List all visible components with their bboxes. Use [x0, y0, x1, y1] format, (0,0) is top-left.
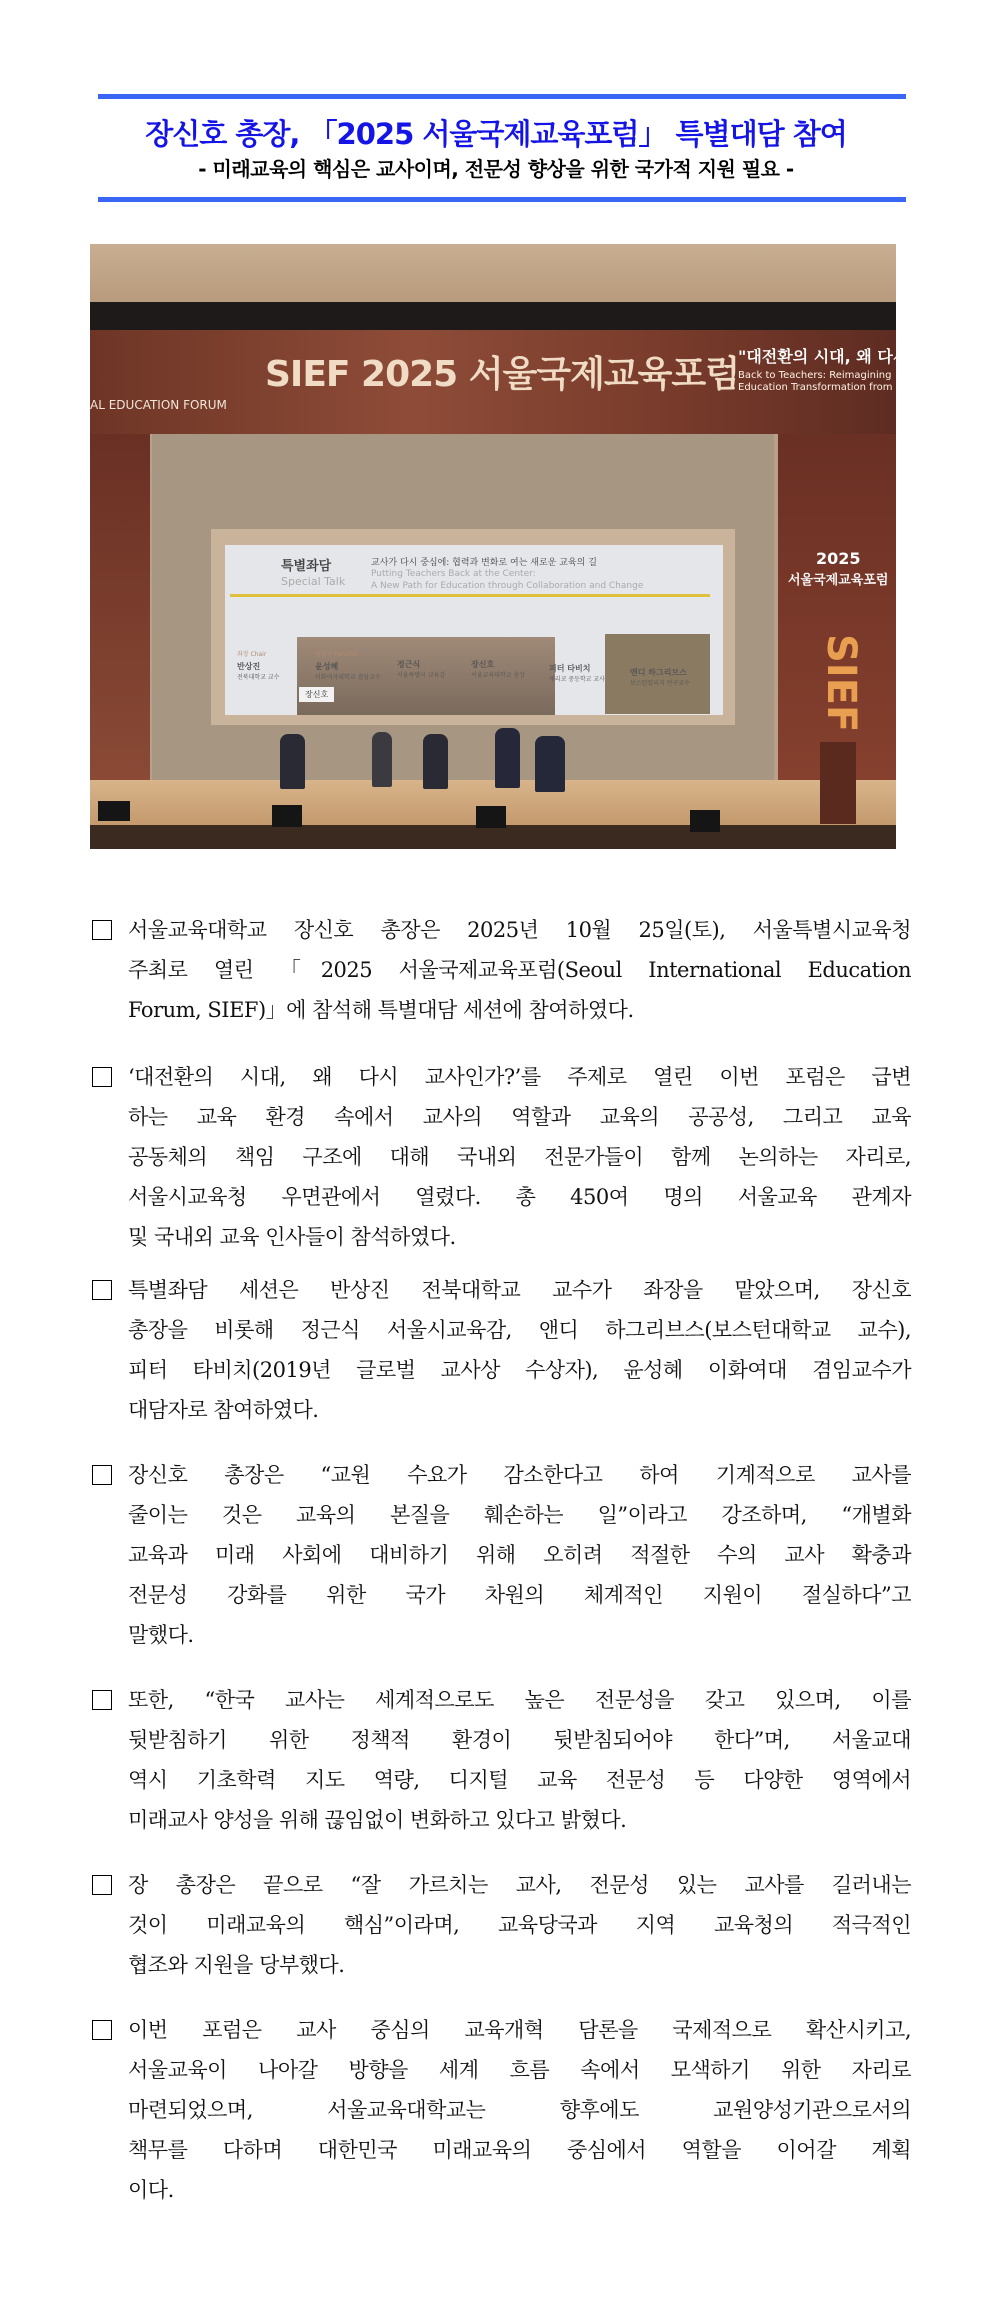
slide-title-ko: 교사가 다시 중심에: 협력과 변화로 여는 새로운 교육의 길 [371, 558, 597, 568]
panelist-figure [495, 728, 520, 788]
paragraph-line: 전문성 강화를 위한 국가 차원의 체계적인 지원이 절실하다”고 [128, 1583, 911, 1607]
side-banner-title: 서울국제교육포럼 [788, 573, 889, 588]
page-title: 장신호 총장, 「2025 서울국제교육포럼」 특별대담 참여 [145, 117, 847, 151]
paragraph-line: 말했다. [128, 1623, 194, 1647]
bullet-paragraph [92, 2010, 912, 2210]
paragraph-line: 뒷받침하기 위한 정책적 환경이 뒷받침되어야 한다”며, 서울교대 [128, 1728, 911, 1752]
slide-label-ko: 특별좌담 [281, 559, 332, 574]
bullet-paragraph [92, 1270, 912, 1430]
paragraph-line: 특별좌담 세션은 반상진 전북대학교 교수가 좌장을 맡았으며, 장신호 [128, 1278, 911, 1302]
speaker-caption: 장신호 [299, 687, 334, 702]
panelist-5-role: 보스턴칼리지 연구교수 [630, 680, 690, 687]
panelist-captions [225, 649, 723, 709]
paragraph-line: 교육과 미래 사회에 대비하기 위해 오히려 적절한 수의 교사 확충과 [128, 1543, 911, 1567]
banner-left-text: AL EDUCATION FORUM [90, 398, 227, 412]
panelist-3-role: 서울교육대학교 총장 [471, 672, 526, 679]
paragraph-line: 서울교육이 나아갈 방향을 세계 흐름 속에서 모색하기 위한 자리로 [128, 2058, 911, 2082]
paragraph-line: 주최로 열린 「2025 서울국제교육포럼(Seoul International Education [128, 958, 911, 982]
banner-title: SIEF 2025 서울국제교육포럼 [265, 354, 739, 395]
paragraph-line: 공동체의 책임 구조에 대해 국내외 전문가들이 함께 논의하는 자리로, [128, 1145, 911, 1169]
side-banner-logo: SIEF [818, 634, 864, 733]
panelist-0-name: 반상진 [237, 662, 261, 671]
paragraph-line: 및 국내외 교육 인사들이 참석하였다. [128, 1225, 456, 1249]
panelist-2-role: 서울특별시 교육감 [397, 672, 446, 679]
checkbox-bullet-icon [92, 1690, 112, 1710]
slide-title-en1: Putting Teachers Back at the Center: [371, 569, 536, 579]
paragraph-line: 역시 기초학력 지도 역량, 디지털 교육 전문성 등 다양한 영역에서 [128, 1768, 911, 1792]
forum-banner [90, 330, 945, 434]
checkbox-bullet-icon [92, 1067, 112, 1087]
panelist-1-name: 윤성혜 [315, 662, 339, 671]
page-subtitle: - 미래교육의 핵심은 교사이며, 전문성 향상을 위한 국가적 지원 필요 - [198, 157, 794, 181]
bullet-paragraph [92, 1680, 912, 1840]
paragraph-line: 서울교육대학교 장신호 총장은 2025년 10월 25일(토), 서울특별시교육청 [128, 918, 911, 942]
paragraph-line: 또한, “한국 교사는 세계적으로도 높은 전문성을 갖고 있으며, 이를 [128, 1688, 911, 1712]
panelist-figure [423, 734, 448, 789]
panelist-label: 좌담자 Panelist [315, 651, 358, 658]
paragraph-line: 장 총장은 끝으로 “잘 가르치는 교사, 전문성 있는 교사를 길러내는 [128, 1873, 911, 1897]
panelist-figure [280, 734, 305, 789]
paragraph-line: 협조와 지원을 당부했다. [128, 1953, 345, 1977]
bullet-paragraph [92, 910, 912, 1030]
panelist-0-role: 전북대학교 교수 [237, 674, 280, 681]
ceiling [90, 244, 896, 304]
panelist-figure [372, 732, 392, 787]
paragraph-line: Forum, SIEF)」에 참석해 특별대담 세션에 참여하였다. [128, 998, 634, 1022]
paragraph-line: 책무를 다하며 대한민국 미래교육의 중심에서 역할을 이어갈 계획 [128, 2138, 911, 2162]
paragraph-line: 마련되었으며, 서울교육대학교는 향후에도 교원양성기관으로서의 [128, 2098, 911, 2122]
bullet-paragraph [92, 1057, 912, 1257]
side-banner-year: 2025 [816, 549, 861, 568]
panelist-2-name: 정근식 [397, 660, 421, 669]
paragraph-line: 장신호 총장은 “교원 수요가 감소한다고 하여 기계적으로 교사를 [128, 1463, 911, 1487]
paragraph-line: 것이 미래교육의 핵심”이라며, 교육당국과 지역 교육청의 적극적인 [128, 1913, 911, 1937]
bullet-paragraph [92, 1865, 912, 1985]
panelist-3-name: 장신호 [471, 660, 495, 669]
panelist-5-name: 앤디 하그리브스 [630, 668, 687, 677]
checkbox-bullet-icon [92, 2020, 112, 2040]
checkbox-bullet-icon [92, 1465, 112, 1485]
paragraph-line: 하는 교육 환경 속에서 교사의 역할과 교육의 공공성, 그리고 교육 [128, 1105, 911, 1129]
header-bottom-rule [98, 197, 906, 202]
slide-divider [230, 594, 710, 597]
paragraph-line: 피터 타비치(2019년 글로벌 교사상 수상자), 윤성혜 이화여대 겸임교수가 [128, 1358, 911, 1382]
speaker-monitor [690, 810, 720, 832]
panelist-1-role: 이화여자대학교 겸임교수 [315, 674, 381, 681]
banner-right-text: "대전환의 시대, 왜 다시 교사 [738, 347, 945, 366]
checkbox-bullet-icon [92, 1280, 112, 1300]
chair-label: 좌장 Chair [237, 651, 267, 658]
paragraph-line: ‘대전환의 시대, 왜 다시 교사인가?’를 주제로 열린 이번 포럼은 급변 [128, 1065, 911, 1089]
panelist-4-name: 피터 타비치 [549, 664, 591, 673]
lighting-truss [90, 302, 896, 330]
panelist-figure [535, 736, 565, 792]
checkbox-bullet-icon [92, 920, 112, 940]
paragraph-line: 서울시교육청 우면관에서 열렸다. 총 450여 명의 서울교육 관계자 [128, 1185, 911, 1209]
paragraph-line: 총장을 비롯해 정근식 서울시교육감, 앤디 하그리브스(보스턴대학교 교수), [128, 1318, 911, 1342]
paragraph-line: 미래교사 양성을 위해 끊임없이 변화하고 있다고 밝혔다. [128, 1808, 627, 1832]
panelist-4-role: 케리코 중등학교 교사 [549, 676, 605, 683]
speaker-monitor [272, 805, 302, 827]
stage-edge [90, 825, 896, 849]
slide-label-en: Special Talk [281, 575, 346, 588]
banner-right-subtext: Back to Teachers: Reimagining Education Transformation from [738, 370, 893, 393]
checkbox-bullet-icon [92, 1875, 112, 1895]
slide-title-en2: A New Path for Education through Collaboration and Change [371, 581, 644, 591]
paragraph-line: 대담자로 참여하였다. [128, 1398, 319, 1422]
forum-photo [90, 244, 945, 849]
paragraph-line: 이번 포럼은 교사 중심의 교육개혁 담론을 국제적으로 확산시키고, [128, 2018, 911, 2042]
speaker-monitor [476, 806, 506, 828]
left-side-banner [90, 434, 150, 784]
speaker-monitor [98, 801, 130, 821]
paragraph-line: 줄이는 것은 교육의 본질을 훼손하는 일”이라고 강조하며, “개별화 [128, 1503, 911, 1527]
right-side-banner [778, 434, 896, 784]
podium [820, 742, 856, 824]
bullet-paragraph [92, 1455, 912, 1655]
header-top-rule [98, 94, 906, 99]
paragraph-line: 이다. [128, 2178, 174, 2202]
